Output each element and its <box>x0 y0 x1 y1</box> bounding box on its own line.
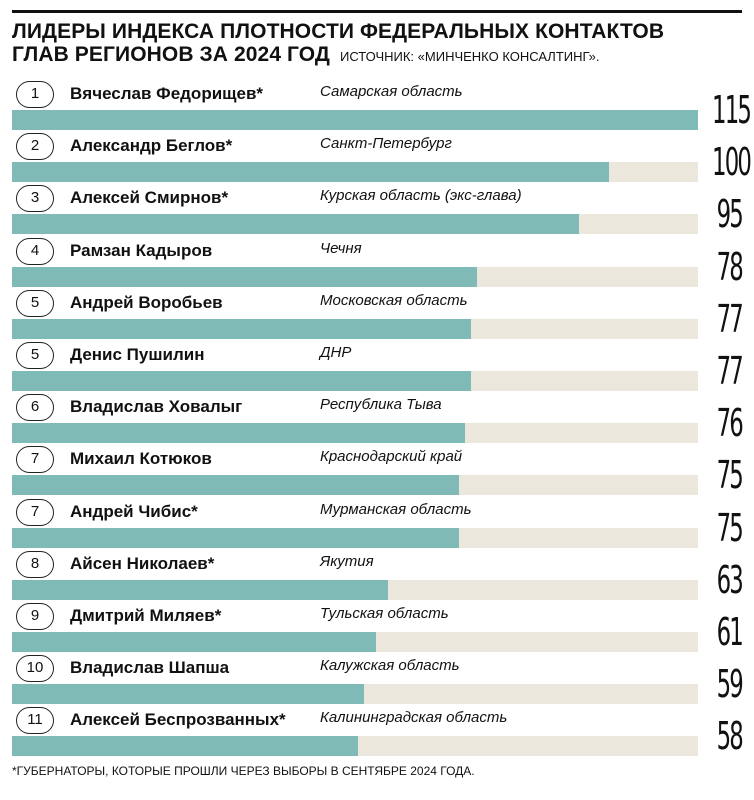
region-label: Республика Тыва <box>320 396 442 414</box>
governor-name: Александр Беглов* <box>70 136 233 156</box>
governor-name: Дмитрий Миляев* <box>70 606 222 625</box>
bar-row <box>12 341 742 393</box>
bar-track <box>12 632 698 652</box>
bar-track <box>12 214 698 234</box>
bar-track <box>12 736 698 756</box>
bar-row <box>12 184 742 236</box>
governor-name: Михаил Котюков <box>70 449 212 469</box>
value-label: 77 <box>716 296 742 341</box>
bar <box>12 267 477 287</box>
bar-track <box>12 371 698 391</box>
rank-badge: 7 <box>16 499 54 526</box>
bar-track <box>12 580 698 600</box>
rank-badge: 2 <box>16 133 54 160</box>
governor-name: Алексей Смирнов* <box>70 188 229 208</box>
bar-row <box>12 654 742 706</box>
bar-row <box>12 602 742 654</box>
bar-track <box>12 110 698 130</box>
rank-badge: 5 <box>16 290 54 317</box>
rank-badge: 6 <box>16 394 54 421</box>
bar-track <box>12 423 698 443</box>
value-label: 61 <box>716 610 742 654</box>
bar-track <box>12 162 698 182</box>
rank-badge: 8 <box>16 551 54 578</box>
region-label: Якутия <box>320 552 374 570</box>
footnote: *ГУБЕРНАТОРЫ, КОТОРЫЕ ПРОШЛИ ЧЕРЕЗ ВЫБОРЫ В СЕНТЯБРЕ 2024 ГОДА. <box>12 764 475 778</box>
governor-name: Андрей Чибис* <box>70 501 198 521</box>
region-label: Чечня <box>320 239 362 257</box>
region-label: ДНР <box>320 344 352 361</box>
region-label: Калининградская область <box>320 709 508 727</box>
governor-name: Алексей Беспрозванных* <box>70 710 286 730</box>
bar <box>12 632 376 652</box>
region-label: Курская область (экс-глава) <box>320 187 522 205</box>
region-label: Санкт-Петербург <box>320 135 452 153</box>
bar-row <box>12 393 742 445</box>
rank-badge: 1 <box>16 81 54 108</box>
rank-badge: 11 <box>16 707 54 734</box>
bar-row <box>12 80 751 132</box>
governor-name: Денис Пушилин <box>70 345 205 364</box>
rank-badge: 7 <box>16 446 54 473</box>
bar <box>12 371 471 391</box>
bar-track <box>12 684 698 704</box>
value-label: 76 <box>716 401 742 446</box>
governor-name: Вячеслав Федорищев* <box>70 84 264 103</box>
bar-track <box>12 528 698 548</box>
rank-badge: 9 <box>16 603 54 630</box>
bar <box>12 475 459 495</box>
region-label: Калужская область <box>320 657 460 675</box>
region-label: Мурманская область <box>320 500 472 518</box>
bar <box>12 423 465 443</box>
governor-name: Владислав Ховалыг <box>70 397 243 417</box>
region-label: Самарская область <box>320 83 463 100</box>
bar-row <box>12 706 742 758</box>
bar-row <box>12 498 742 550</box>
value-label: 115 <box>712 88 751 132</box>
rank-badge: 10 <box>16 655 54 682</box>
governor-name: Рамзан Кадыров <box>70 240 213 260</box>
value-label: 95 <box>716 192 742 237</box>
bar <box>12 214 579 234</box>
rank-badge: 3 <box>16 185 54 212</box>
bar-row <box>12 445 742 497</box>
bar-row <box>12 289 742 341</box>
governor-name: Айсен Николаев* <box>70 553 215 573</box>
bar <box>12 110 698 130</box>
bar <box>12 684 364 704</box>
bar <box>12 580 388 600</box>
governor-name: Андрей Воробьев <box>70 292 223 312</box>
bar <box>12 319 471 339</box>
value-label: 78 <box>716 244 742 289</box>
bar <box>12 162 609 182</box>
rank-badge: 4 <box>16 238 54 265</box>
rank-badge: 5 <box>16 342 54 369</box>
source-note: ИСТОЧНИК: «МИНЧЕНКО КОНСАЛТИНГ». <box>339 49 600 64</box>
title-line-2-text: ГЛАВ РЕГИОНОВ ЗА 2024 ГОД <box>12 43 330 66</box>
bar <box>12 528 459 548</box>
value-label: 100 <box>712 140 751 185</box>
bar-row <box>12 132 751 185</box>
bar-row <box>12 237 742 289</box>
governor-name: Владислав Шапша <box>70 658 230 678</box>
value-label: 58 <box>716 714 742 759</box>
value-label: 75 <box>716 505 742 550</box>
value-label: 77 <box>716 349 742 393</box>
region-label: Тульская область <box>320 605 449 622</box>
value-label: 63 <box>716 557 742 602</box>
bar <box>12 736 358 756</box>
bar-row <box>12 550 742 602</box>
title-line-1: ЛИДЕРЫ ИНДЕКСА ПЛОТНОСТИ ФЕДЕРАЛЬНЫХ КОНТАКТОВ <box>12 20 665 43</box>
bar-track <box>12 319 698 339</box>
region-label: Московская область <box>320 291 468 309</box>
region-label: Краснодарский край <box>320 448 463 466</box>
value-label: 59 <box>716 662 742 707</box>
bar-track <box>12 475 698 495</box>
bar-track <box>12 267 698 287</box>
value-label: 75 <box>716 453 742 498</box>
